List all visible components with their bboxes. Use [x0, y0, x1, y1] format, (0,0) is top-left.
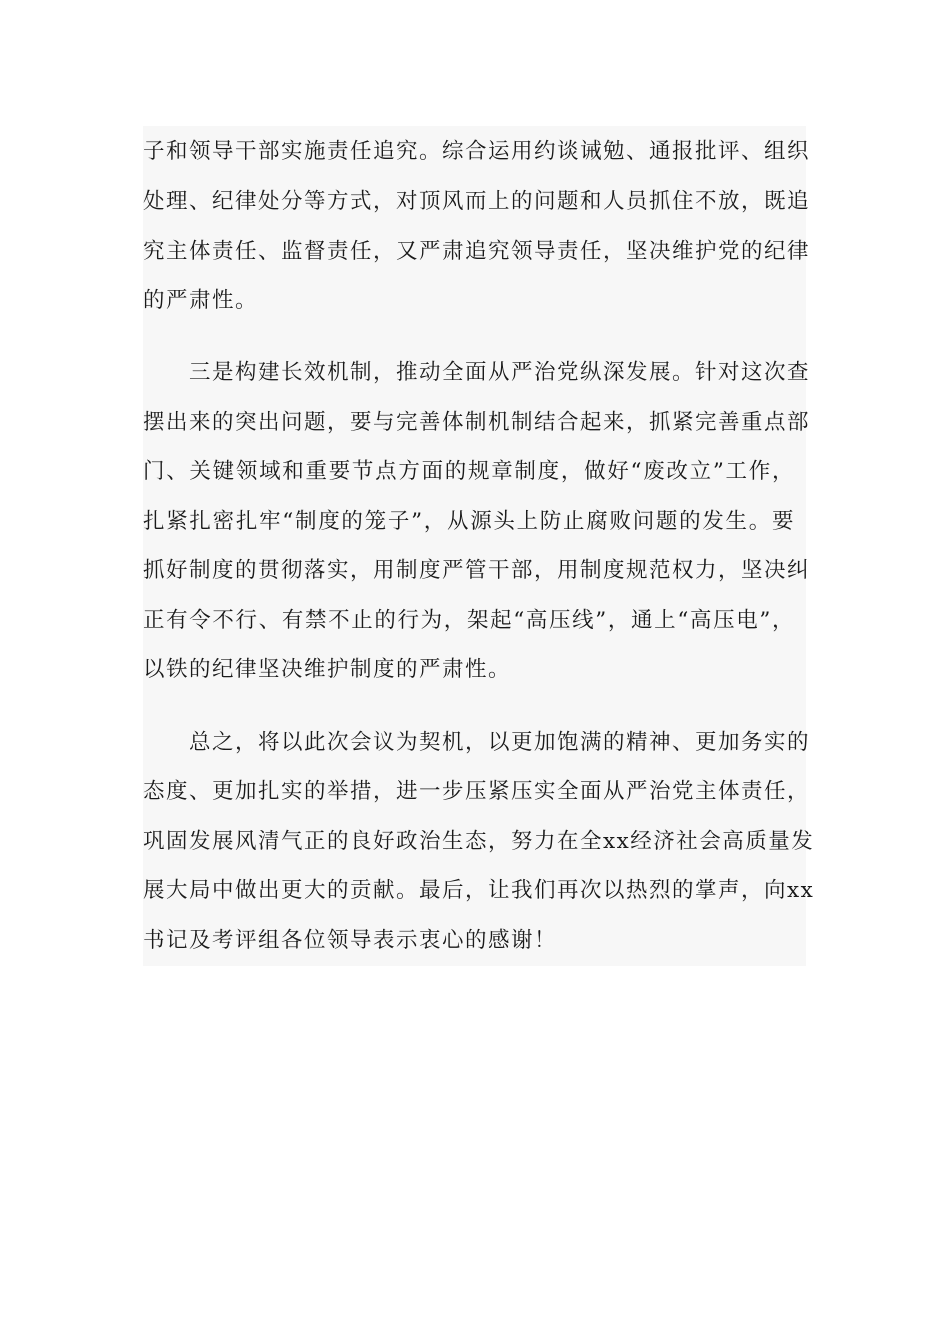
paragraph-1-line-2: 处理、纪律处分等方式，对顶风而上的问题和人员抓住不放，既追 [143, 189, 811, 214]
paragraph-2-line-6: 正有令不行、有禁不止的行为，架起“高压线”，通上“高压电”， [143, 608, 795, 633]
paragraph-2-line-3: 门、关键领域和重要节点方面的规章制度，做好“废改立”工作， [143, 459, 795, 484]
paragraph-3-line-4: 展大局中做出更大的贡献。最后，让我们再次以热烈的掌声，向xx [143, 878, 815, 903]
paragraph-3-line-5: 书记及考评组各位领导表示衷心的感谢！ [143, 928, 558, 953]
paragraph-3-line-3: 巩固发展风清气正的良好政治生态，努力在全xx经济社会高质量发 [143, 829, 815, 854]
paragraph-2-line-4: 扎紧扎密扎牢“制度的笼子”，从源头上防止腐败问题的发生。要 [143, 509, 795, 534]
paragraph-1-line-3: 究主体责任、监督责任，又严肃追究领导责任，坚决维护党的纪律 [143, 239, 811, 264]
paragraph-3-line-1: 总之，将以此次会议为契机，以更加饱满的精神、更加务实的 [189, 730, 811, 755]
paragraph-3-line-2: 态度、更加扎实的举措，进一步压紧压实全面从严治党主体责任， [143, 779, 811, 804]
paragraph-2-line-7: 以铁的纪律坚决维护制度的严肃性。 [143, 657, 512, 682]
paragraph-2-line-5: 抓好制度的贯彻落实，用制度严管干部，用制度规范权力，坚决纠 [143, 558, 811, 583]
paragraph-1-line-4: 的严肃性。 [143, 288, 259, 313]
paragraph-2-line-1: 三是构建长效机制，推动全面从严治党纵深发展。针对这次查 [189, 360, 811, 385]
paragraph-2-line-2: 摆出来的突出问题，要与完善体制机制结合起来，抓紧完善重点部 [143, 410, 811, 435]
paragraph-1-line-1: 子和领导干部实施责任追究。综合运用约谈诫勉、通报批评、组织 [143, 139, 811, 164]
